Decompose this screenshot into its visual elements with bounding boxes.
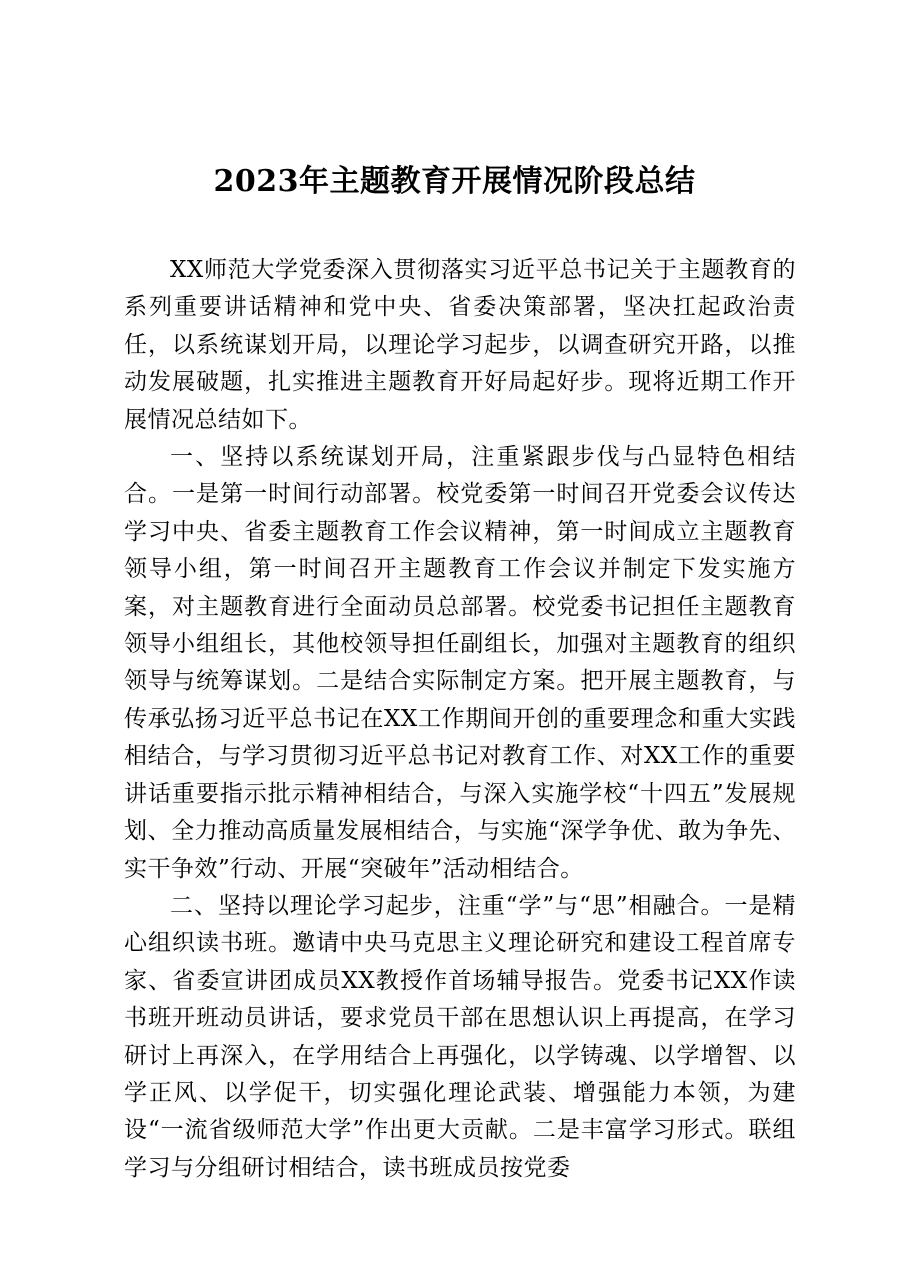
paragraph-section-2: 二、坚持以理论学习起步，注重“学”与“思”相融合。一是精心组织读书班。邀请中央马克思主义理论研究和建设工程首席专家、省委宣讲团成员XX教授作首场辅导报告。党委书记XX作读书班开班动员讲话，要求党员干部在思想认识上再提高，在学习研讨上再深入，在学用结合上再强化，以学铸魂、以学增智、以学正风、以学促干，切实强化理论武装、增强能力本领，为建设“一流省级师范大学”作出更大贡献。二是丰富学习形式。联组学习与分组研讨相结合，读书班成员按党委 (124, 892, 796, 1181)
paragraph-intro: XX师范大学党委深入贯彻落实习近平总书记关于主题教育的系列重要讲话精神和党中央、省委决策部署，坚决扛起政治责任，以系统谋划开局，以理论学习起步，以调查研究开路，以推动发展破题，扎实推进主题教育开好局起好步。现将近期工作开展情况总结如下。 (124, 257, 796, 433)
paragraph-section-1: 一、坚持以系统谋划开局，注重紧跟步伐与凸显特色相结合。一是第一时间行动部署。校党委第一时间召开党委会议传达学习中央、省委主题教育工作会议精神，第一时间成立主题教育领导小组，第一时间召开主题教育工作会议并制定下发实施方案，对主题教育进行全面动员总部署。校党委书记担任主题教育领导小组组长，其他校领导担任副组长，加强对主题教育的组织领导与统筹谋划。二是结合实际制定方案。把开展主题教育，与传承弘扬习近平总书记在XX工作期间开创的重要理念和重大实践相结合，与学习贯彻习近平总书记对教育工作、对XX工作的重要讲话重要指示批示精神相结合，与深入实施学校“十四五”发展规划、全力推动高质量发展相结合，与实施“深学争优、敢为争先、实干争效”行动、开展“突破年”活动相结合。 (124, 444, 796, 882)
document-body (124, 252, 796, 1187)
document-title: 2023年主题教育开展情况阶段总结 (213, 164, 696, 199)
